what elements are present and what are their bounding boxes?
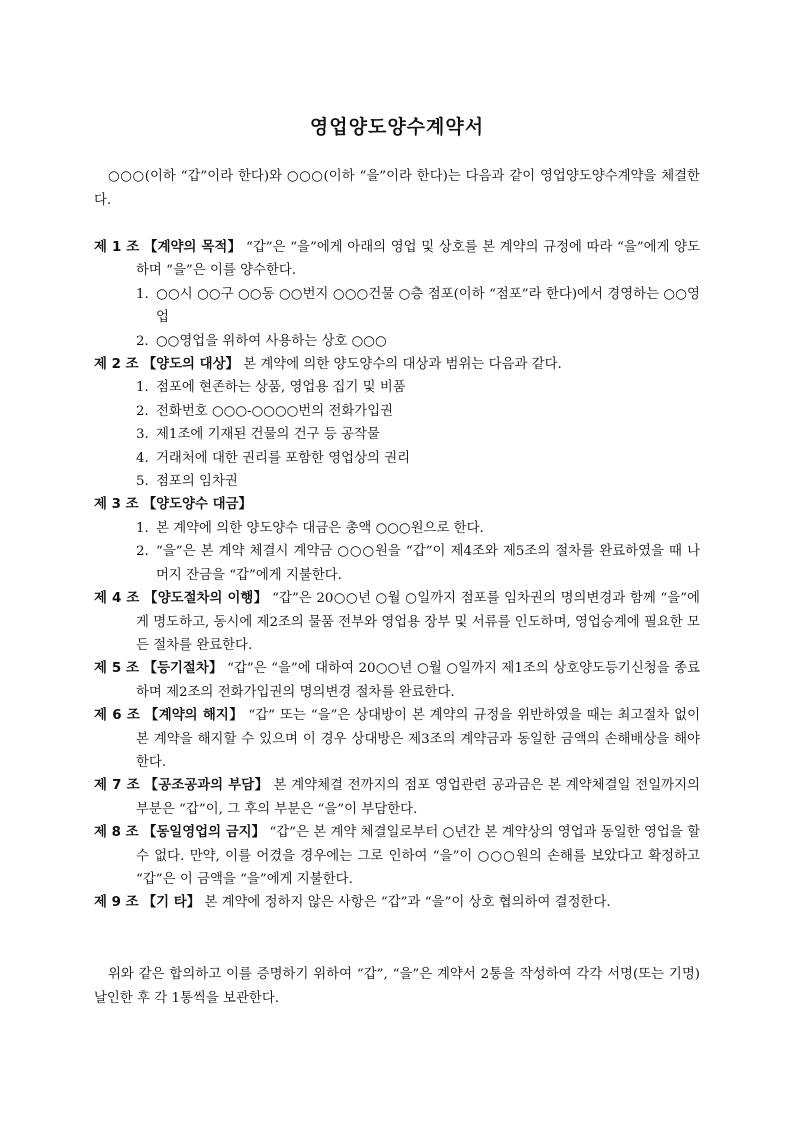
list-item: 1. 점포에 현존하는 상품, 영업용 집기 및 비품 [136,380,406,396]
article-body: 본 계약체결 전까지의 점포 영업관련 공과금은 본 계약체결일 전일까지의 부분은 “갑”이, 그 후의 부분은 “을”이 부담한다. [136,778,700,817]
article-title: 【등기절차】 [143,661,223,677]
article-body: 본 계약에 정하지 않은 사항은 “갑”과 “을”이 상호 협의하여 결정한다. [204,895,611,911]
article-body: “갑”은 20○○년 ○월 ○일까지 점포를 임차권의 명의변경과 함께 “을”에게 명도하고, 동시에 제2조의 물품 전부와 영업용 장부 및 서류를 인도하며, 영업승계에 필요한 모든 절차를 완료한다. [136,591,700,653]
article-title: 【양도의 대상】 [142,357,239,373]
list-item: 4. 거래처에 대한 권리를 포함한 영업상의 권리 [136,450,411,466]
article-items [94,376,700,493]
article-title: 【기 타】 [142,895,201,911]
intro-paragraph [94,165,700,212]
article-6 [94,704,700,774]
article-number: 제 1 조 [94,240,140,255]
article-number: 제 3 조 [94,497,139,513]
article-body: 본 계약에 의한 양도양수의 대상과 범위는 다음과 같다. [243,357,562,373]
article-number: 제 2 조 [94,357,139,373]
article-body: “갑”은 “을”에게 아래의 영업 및 상호를 본 계약의 규정에 따라 “을”에게 양도하며 “을”은 이를 양수한다. [136,240,701,279]
article-number: 제 7 조 [94,778,140,794]
article-items [94,517,700,587]
article-8 [94,821,700,891]
article-3 [94,493,700,587]
article-7 [94,774,700,821]
article-number: 제 9 조 [94,895,139,911]
article-title: 【계약의 해지】 [144,708,244,724]
article-5 [94,657,700,704]
article-title: 【공조공과의 부담】 [144,778,269,794]
document-title: 영업양도양수계약서 [309,116,485,138]
list-item: 2. 전화번호 ○○○-○○○○번의 전화가입권 [136,403,394,419]
list-item: 1. ○○시 ○○구 ○○동 ○○번지 ○○○건물 ○층 점포(이하 “점포”라 한다)에서 경영하는 ○○영업 [136,286,700,326]
list-item: 2. “을”은 본 계약 체결시 계약금 ○○○원을 “갑”이 제4조와 제5조의 절차를 완료하였을 때 나머지 잔금을 “갑”에게 지불한다. [136,544,700,583]
closing-paragraph [94,963,700,1010]
article-number: 제 8 조 [94,825,139,841]
article-list [94,236,700,915]
closing-text: 위와 같은 합의하고 이를 증명하기 위하여 “갑”, “을”은 계약서 2통을 작성하여 각각 서명(또는 기명) 날인한 후 각 1통씩을 보관한다. [94,967,700,1006]
list-item: 1. 본 계약에 의한 양도양수 대금은 총액 ○○○원으로 한다. [136,520,484,536]
article-body: “갑”은 “을”에 대하여 20○○년 ○월 ○일까지 제1조의 상호양도등기신청을 종료하며 제2조의 전화가입권의 명의변경 절차를 완료한다. [136,661,700,700]
article-title: 【동일영업의 금지】 [142,825,266,841]
article-items [94,283,700,353]
article-1 [94,236,700,353]
article-2 [94,353,700,493]
list-item: 5. 점포의 임차권 [136,474,238,490]
list-item: 3. 제1조에 기재된 건물의 건구 등 공작물 [136,427,380,443]
article-title: 【양도양수 대금】 [142,497,252,513]
article-4 [94,587,700,657]
article-number: 제 4 조 [94,591,140,607]
list-item: 2. ○○영업을 위하여 사용하는 상호 ○○○ [136,333,387,349]
article-body: “갑” 또는 “을”은 상대방이 본 계약의 규정을 위반하였을 때는 최고절차 없이 본 계약을 해지할 수 있으며 이 경우 상대방은 제3조의 계약금과 동일한 금액의 손해배상을 해야 한다. [136,708,701,770]
article-number: 제 5 조 [94,661,139,677]
article-number: 제 6 조 [94,708,140,724]
article-9 [94,891,700,914]
article-title: 【양도절차의 이행】 [143,591,268,607]
intro-text: ○○○(이하 “갑”이라 한다)와 ○○○(이하 “을”이라 한다)는 다음과 같이 영업양도양수계약을 체결한다. [94,169,700,208]
article-body: “갑”은 본 계약 체결일로부터 ○년간 본 계약상의 영업과 동일한 영업을 할 수 없다. 만약, 이를 어겼을 경우에는 그로 인하여 “을”이 ○○○원의 손해를 보았다고 확정하고 “갑”은 이 금액을 “을”에게 지불한다. [136,825,701,887]
article-title: 【계약의 목적】 [143,240,242,255]
